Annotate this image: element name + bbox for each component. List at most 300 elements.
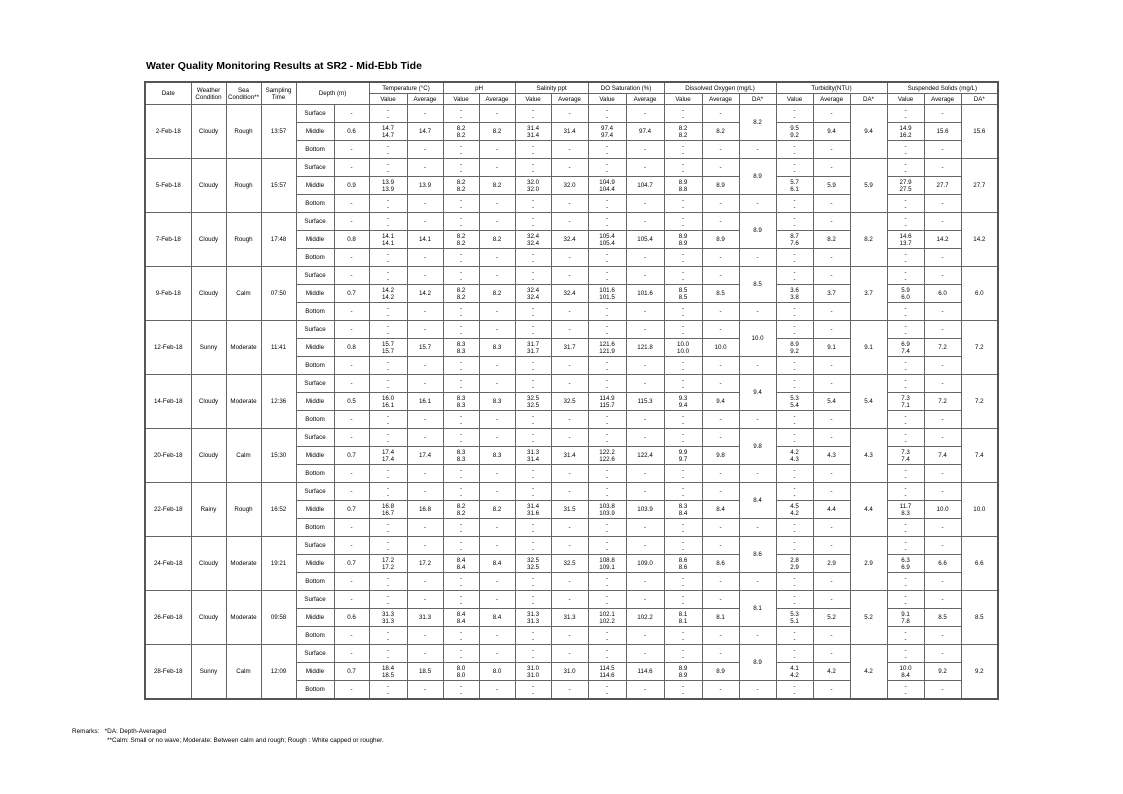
cell-value-line: - — [793, 592, 796, 600]
cell-value-line: - — [793, 545, 796, 553]
header-depth: Depth (m) — [296, 82, 369, 105]
temp-average-cell: - — [407, 249, 443, 267]
cell-value-line: 8.3 — [901, 509, 910, 517]
depth-cell: - — [334, 249, 369, 267]
turb-da-cell: 4.3 — [850, 429, 887, 483]
do-average-cell: - — [702, 141, 739, 159]
time-cell: 12:36 — [261, 375, 296, 429]
cell-value-line: - — [606, 257, 609, 265]
cell-value-line: 17.4 — [381, 448, 395, 456]
weather-cell: Rainy — [191, 483, 226, 537]
ph-average-cell: - — [479, 303, 515, 321]
temp-value-cell — [369, 231, 407, 249]
cell-value-line: 101.6 — [599, 286, 615, 294]
ph-value-cell — [443, 591, 479, 609]
ph-average-cell: - — [479, 159, 515, 177]
table-row — [145, 159, 998, 177]
cell-value-line: - — [904, 574, 907, 582]
turb-average-cell: - — [813, 429, 850, 447]
temp-value-cell — [369, 339, 407, 357]
cell-value-line: - — [386, 545, 390, 553]
cell-value-line: 101.5 — [599, 293, 615, 301]
depth-cell: - — [334, 411, 369, 429]
sal-value-cell — [515, 105, 551, 123]
cell-value-line: - — [459, 412, 463, 420]
cell-value-line: - — [459, 214, 463, 222]
dos-value-cell — [588, 159, 626, 177]
depth-cell: - — [334, 213, 369, 231]
cell-value-line: - — [386, 149, 390, 157]
ss-da-cell: 27.7 — [961, 159, 998, 213]
cell-value-line: - — [532, 106, 535, 114]
cell-value-line: - — [682, 358, 685, 366]
cell-value-line: - — [682, 574, 685, 582]
turb-average-cell: 4.3 — [813, 447, 850, 465]
cell-value-line: - — [606, 160, 609, 168]
subheader-do-value: Value — [664, 94, 702, 105]
cell-value-line: - — [459, 257, 463, 265]
do-value-cell — [664, 627, 702, 645]
dos-value-cell — [588, 537, 626, 555]
cell-value-line: - — [904, 484, 907, 492]
cell-value-line: - — [793, 196, 796, 204]
subheader-ph-value: Value — [443, 94, 479, 105]
level-cell: Middle — [296, 177, 334, 195]
turb-average-cell: 3.7 — [813, 285, 850, 303]
do-average-cell: - — [702, 249, 739, 267]
cell-value-line: - — [793, 329, 796, 337]
cell-value-line: - — [904, 257, 907, 265]
ph-average-cell: - — [479, 213, 515, 231]
dos-average-cell: - — [626, 357, 664, 375]
cell-value-line: 103.9 — [599, 509, 615, 517]
depth-cell: - — [334, 267, 369, 285]
cell-value-line: - — [606, 322, 609, 330]
do-value-cell — [664, 519, 702, 537]
cell-value-line: 8.4 — [456, 617, 466, 625]
dos-average-cell: - — [626, 483, 664, 501]
cell-value-line: 32.0 — [527, 178, 540, 186]
cell-value-line: 114.9 — [599, 394, 615, 402]
ss-value-cell — [887, 195, 924, 213]
dos-value-cell — [588, 267, 626, 285]
ph-average-cell: - — [479, 249, 515, 267]
ph-average-cell: - — [479, 375, 515, 393]
ss-value-cell — [887, 141, 924, 159]
cell-value-line: - — [386, 484, 390, 492]
level-cell: Surface — [296, 645, 334, 663]
sea-cell: Moderate — [226, 321, 261, 375]
cell-value-line: - — [459, 322, 463, 330]
cell-value-line: - — [459, 520, 463, 528]
cell-value-line: 103.8 — [599, 502, 615, 510]
sal-average-cell: - — [551, 591, 588, 609]
cell-value-line: - — [793, 275, 796, 283]
cell-value-line: - — [682, 160, 685, 168]
do-average-cell: - — [702, 573, 739, 591]
cell-value-line: - — [606, 484, 609, 492]
turb-average-cell: - — [813, 303, 850, 321]
ss-average-cell: - — [924, 303, 961, 321]
cell-value-line: - — [459, 682, 463, 690]
turb-average-cell: - — [813, 573, 850, 591]
cell-value-line: - — [904, 592, 907, 600]
cell-value-line: 15.7 — [381, 347, 395, 355]
cell-value-line: - — [606, 599, 609, 607]
cell-value-line: - — [606, 574, 609, 582]
date-cell: 2-Feb-18 — [145, 105, 191, 159]
turb-value-cell — [776, 141, 813, 159]
cell-value-line: - — [386, 430, 390, 438]
cell-value-line: 8.9 — [678, 671, 688, 679]
ss-value-cell — [887, 663, 924, 681]
cell-value-line: 8.9 — [678, 178, 688, 186]
sal-value-cell — [515, 159, 551, 177]
do-value-cell — [664, 177, 702, 195]
weather-cell: Cloudy — [191, 267, 226, 321]
sal-value-cell — [515, 627, 551, 645]
ph-average-cell: - — [479, 429, 515, 447]
ph-value-cell — [443, 609, 479, 627]
ph-average-cell: - — [479, 627, 515, 645]
cell-value-line: - — [682, 322, 685, 330]
dos-average-cell: - — [626, 141, 664, 159]
cell-value-line: - — [532, 437, 535, 445]
dos-value-cell — [588, 303, 626, 321]
turb-value-cell — [776, 195, 813, 213]
cell-value-line: 14.1 — [381, 232, 395, 240]
ph-value-cell — [443, 573, 479, 591]
ph-value-cell — [443, 231, 479, 249]
time-cell: 16:52 — [261, 483, 296, 537]
dos-average-cell: - — [626, 195, 664, 213]
turb-average-cell: - — [813, 375, 850, 393]
turb-average-cell: - — [813, 357, 850, 375]
temp-average-cell: 14.2 — [407, 285, 443, 303]
cell-value-line: - — [386, 520, 390, 528]
level-cell: Middle — [296, 339, 334, 357]
ss-average-cell: - — [924, 465, 961, 483]
do-da-cell: - — [739, 249, 776, 267]
do-average-cell: 9.4 — [702, 393, 739, 411]
do-average-cell: - — [702, 681, 739, 700]
turb-da-cell: 4.4 — [850, 483, 887, 537]
cell-value-line: - — [532, 635, 535, 643]
turb-average-cell: - — [813, 519, 850, 537]
cell-value-line: - — [459, 574, 463, 582]
cell-value-line: 17.2 — [381, 563, 395, 571]
temp-value-cell — [369, 303, 407, 321]
sal-average-cell: 32.4 — [551, 285, 588, 303]
cell-value-line: - — [532, 304, 535, 312]
ph-value-cell — [443, 195, 479, 213]
level-cell: Bottom — [296, 411, 334, 429]
temp-value-cell — [369, 375, 407, 393]
ph-average-cell: 8.4 — [479, 555, 515, 573]
sea-cell: Rough — [226, 483, 261, 537]
cell-value-line: 8.9 — [678, 239, 688, 247]
ss-da-cell: 7.2 — [961, 321, 998, 375]
turb-value-cell — [776, 645, 813, 663]
sal-average-cell: - — [551, 537, 588, 555]
temp-average-cell: - — [407, 429, 443, 447]
cell-value-line: 4.2 — [790, 448, 799, 456]
level-cell: Surface — [296, 213, 334, 231]
cell-value-line: - — [793, 473, 796, 481]
cell-value-line: - — [682, 628, 685, 636]
cell-value-line: 16.0 — [381, 394, 395, 402]
do-value-cell — [664, 591, 702, 609]
date-cell: 5-Feb-18 — [145, 159, 191, 213]
cell-value-line: - — [386, 322, 390, 330]
cell-value-line: - — [904, 329, 907, 337]
subheader-temp-value: Value — [369, 94, 407, 105]
cell-value-line: 8.5 — [678, 286, 688, 294]
do-value-cell — [664, 501, 702, 519]
cell-value-line: - — [459, 592, 463, 600]
level-cell: Middle — [296, 447, 334, 465]
dos-average-cell: - — [626, 249, 664, 267]
turb-value-cell — [776, 105, 813, 123]
dos-average-cell: - — [626, 159, 664, 177]
cell-value-line: - — [459, 689, 463, 697]
cell-value-line: - — [904, 311, 907, 319]
cell-value-line: - — [606, 527, 609, 535]
do-average-cell: - — [702, 429, 739, 447]
temp-average-cell: 18.5 — [407, 663, 443, 681]
cell-value-line: - — [904, 635, 907, 643]
temp-average-cell: - — [407, 213, 443, 231]
ph-value-cell — [443, 447, 479, 465]
depth-cell: - — [334, 573, 369, 591]
cell-value-line: - — [386, 268, 390, 276]
cell-value-line: 14.1 — [381, 239, 395, 247]
do-average-cell: 8.5 — [702, 285, 739, 303]
ss-da-cell: 7.4 — [961, 429, 998, 483]
cell-value-line: 105.4 — [599, 239, 615, 247]
ss-value-cell — [887, 609, 924, 627]
cell-value-line: - — [386, 628, 390, 636]
temp-average-cell: - — [407, 591, 443, 609]
temp-value-cell — [369, 591, 407, 609]
level-cell: Bottom — [296, 141, 334, 159]
cell-value-line: - — [904, 437, 907, 445]
cell-value-line: - — [793, 484, 796, 492]
do-da-cell: 8.9 — [739, 213, 776, 249]
ph-average-cell: - — [479, 645, 515, 663]
ph-value-cell — [443, 411, 479, 429]
cell-value-line: - — [904, 545, 907, 553]
cell-value-line: 31.7 — [527, 347, 540, 355]
cell-value-line: - — [793, 167, 796, 175]
subheader-do-average: Average — [702, 94, 739, 105]
cell-value-line: 7.3 — [901, 394, 910, 402]
do-da-cell: - — [739, 195, 776, 213]
cell-value-line: - — [904, 275, 907, 283]
cell-value-line: - — [682, 142, 685, 150]
turb-da-cell: 5.2 — [850, 591, 887, 645]
cell-value-line: - — [386, 383, 390, 391]
temp-value-cell — [369, 429, 407, 447]
ph-value-cell — [443, 501, 479, 519]
cell-value-line: - — [532, 160, 535, 168]
remarks — [72, 727, 384, 745]
sal-value-cell — [515, 591, 551, 609]
cell-value-line: 31.4 — [527, 131, 540, 139]
sal-average-cell: 31.3 — [551, 609, 588, 627]
cell-value-line: - — [904, 214, 907, 222]
dos-value-cell — [588, 213, 626, 231]
temp-average-cell: - — [407, 645, 443, 663]
ss-value-cell — [887, 375, 924, 393]
cell-value-line: - — [459, 106, 463, 114]
date-cell: 20-Feb-18 — [145, 429, 191, 483]
cell-value-line: - — [904, 682, 907, 690]
cell-value-line: - — [904, 149, 907, 157]
turb-value-cell — [776, 339, 813, 357]
cell-value-line: - — [459, 646, 463, 654]
cell-value-line: 8.3 — [456, 340, 466, 348]
dos-average-cell: - — [626, 519, 664, 537]
do-value-cell — [664, 429, 702, 447]
cell-value-line: - — [682, 311, 685, 319]
subheader-do-da: DA* — [739, 94, 776, 105]
ss-value-cell — [887, 105, 924, 123]
sal-value-cell — [515, 519, 551, 537]
ss-average-cell: - — [924, 267, 961, 285]
ss-value-cell — [887, 537, 924, 555]
turb-value-cell — [776, 213, 813, 231]
dos-value-cell — [588, 573, 626, 591]
cell-value-line: - — [682, 473, 685, 481]
cell-value-line: - — [793, 358, 796, 366]
ss-average-cell: - — [924, 105, 961, 123]
weather-cell: Sunny — [191, 645, 226, 700]
cell-value-line: 104.4 — [599, 185, 615, 193]
do-value-cell — [664, 105, 702, 123]
temp-average-cell: 17.4 — [407, 447, 443, 465]
cell-value-line: 5.3 — [790, 394, 799, 402]
dos-average-cell: - — [626, 591, 664, 609]
cell-value-line: 8.4 — [456, 610, 466, 618]
do-da-cell: 8.4 — [739, 483, 776, 519]
time-cell: 17:48 — [261, 213, 296, 267]
weather-cell: Cloudy — [191, 375, 226, 429]
ss-average-cell: - — [924, 321, 961, 339]
do-average-cell: - — [702, 537, 739, 555]
table-body — [145, 105, 998, 700]
page-title: Water Quality Monitoring Results at SR2 - Mid-Ebb Tide — [146, 60, 422, 72]
header-date: Date — [145, 82, 191, 105]
depth-cell: - — [334, 537, 369, 555]
turb-average-cell: 5.2 — [813, 609, 850, 627]
level-cell: Bottom — [296, 195, 334, 213]
cell-value-line: - — [904, 383, 907, 391]
cell-value-line: - — [682, 167, 685, 175]
sea-cell: Rough — [226, 213, 261, 267]
temp-value-cell — [369, 681, 407, 700]
temp-average-cell: 14.7 — [407, 123, 443, 141]
turb-da-cell: 9.4 — [850, 105, 887, 159]
turb-value-cell — [776, 357, 813, 375]
do-average-cell: 8.9 — [702, 177, 739, 195]
cell-value-line: - — [386, 466, 390, 474]
turb-value-cell — [776, 429, 813, 447]
cell-value-line: - — [459, 581, 463, 589]
do-value-cell — [664, 573, 702, 591]
cell-value-line: 8.6 — [678, 556, 688, 564]
cell-value-line: - — [682, 383, 685, 391]
ss-average-cell: - — [924, 195, 961, 213]
do-value-cell — [664, 375, 702, 393]
cell-value-line: - — [682, 149, 685, 157]
turb-da-cell: 5.4 — [850, 375, 887, 429]
cell-value-line: 9.5 — [790, 124, 799, 132]
sal-average-cell: - — [551, 429, 588, 447]
dos-value-cell — [588, 645, 626, 663]
cell-value-line: - — [532, 682, 535, 690]
turb-value-cell — [776, 123, 813, 141]
cell-value-line: 32.5 — [527, 563, 540, 571]
level-cell: Surface — [296, 591, 334, 609]
subheader-turb-value: Value — [776, 94, 813, 105]
sal-average-cell: 31.4 — [551, 123, 588, 141]
ss-value-cell — [887, 213, 924, 231]
ss-da-cell: 7.2 — [961, 375, 998, 429]
cell-value-line: - — [386, 376, 390, 384]
depth-cell: - — [334, 429, 369, 447]
date-cell: 24-Feb-18 — [145, 537, 191, 591]
cell-value-line: - — [682, 214, 685, 222]
dos-value-cell — [588, 123, 626, 141]
sal-average-cell: - — [551, 375, 588, 393]
turb-average-cell: 9.4 — [813, 123, 850, 141]
ph-average-cell: 8.3 — [479, 447, 515, 465]
do-value-cell — [664, 339, 702, 357]
cell-value-line: - — [532, 581, 535, 589]
dos-average-cell: 105.4 — [626, 231, 664, 249]
cell-value-line: - — [459, 437, 463, 445]
dos-average-cell: - — [626, 645, 664, 663]
sal-value-cell — [515, 195, 551, 213]
temp-value-cell — [369, 357, 407, 375]
cell-value-line: - — [532, 250, 535, 258]
ss-value-cell — [887, 483, 924, 501]
cell-value-line: - — [793, 682, 796, 690]
sal-value-cell — [515, 465, 551, 483]
cell-value-line: - — [532, 196, 535, 204]
cell-value-line: 13.9 — [381, 178, 395, 186]
cell-value-line: - — [459, 203, 463, 211]
do-value-cell — [664, 321, 702, 339]
ph-average-cell: - — [479, 591, 515, 609]
dos-average-cell: - — [626, 267, 664, 285]
turb-average-cell: - — [813, 537, 850, 555]
dos-average-cell: 102.2 — [626, 609, 664, 627]
cell-value-line: 5.9 — [901, 286, 910, 294]
ph-average-cell: - — [479, 141, 515, 159]
cell-value-line: - — [532, 520, 535, 528]
cell-value-line: 17.2 — [381, 556, 395, 564]
do-average-cell: - — [702, 519, 739, 537]
cell-value-line: 31.3 — [527, 617, 540, 625]
depth-cell: - — [334, 465, 369, 483]
turb-average-cell: - — [813, 465, 850, 483]
cell-value-line: - — [682, 430, 685, 438]
cell-value-line: - — [793, 383, 796, 391]
sea-cell: Rough — [226, 105, 261, 159]
cell-value-line: - — [459, 484, 463, 492]
